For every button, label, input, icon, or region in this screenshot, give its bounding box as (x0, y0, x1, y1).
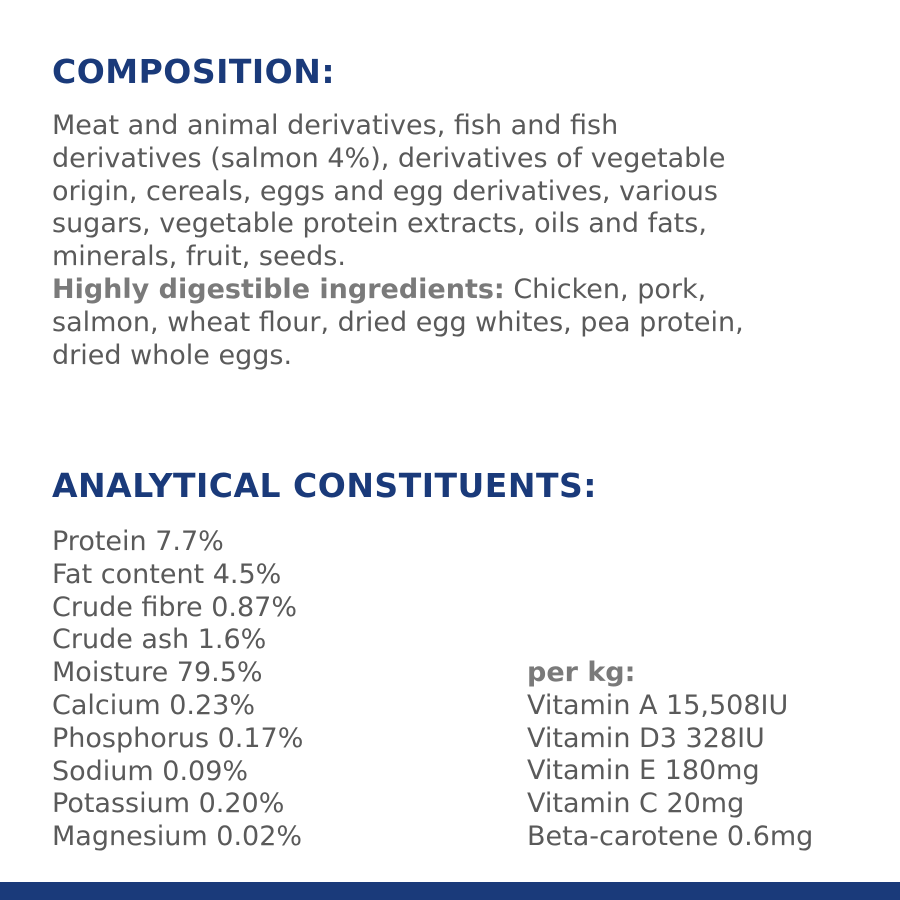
vitamin-item: Beta-carotene 0.6mg (527, 820, 814, 852)
highly-digestible-label: Highly digestible ingredients: (52, 273, 505, 305)
constituent-item: Potassium 0.20% (52, 788, 285, 820)
constituent-item: Phosphorus 0.17% (52, 722, 304, 754)
vitamins-block (527, 657, 813, 854)
highlight-line (52, 274, 852, 307)
per-kg-label: per kg: (527, 657, 636, 688)
vitamin-item: Vitamin E 180mg (527, 755, 760, 787)
constituent-item: Sodium 0.09% (52, 755, 249, 787)
composition-line: sugars, vegetable protein extracts, oils and fats, (52, 208, 707, 240)
constituent-item: Moisture 79.5% (52, 657, 263, 689)
highlight-first-line: Chicken, pork, (504, 273, 707, 305)
composition-heading: COMPOSITION: (52, 52, 336, 91)
constituent-item: Crude fibre 0.87% (52, 591, 298, 623)
highlight-line: dried whole eggs. (52, 339, 293, 371)
composition-line: Meat and animal derivatives, fish and fish (52, 110, 619, 141)
vitamins-list (527, 690, 813, 854)
constituent-item: Magnesium 0.02% (52, 821, 303, 853)
composition-text (52, 110, 852, 372)
composition-line: origin, cereals, eggs and egg derivatives, various (52, 175, 718, 207)
highlight-line: salmon, wheat flour, dried egg whites, pea protein, (52, 306, 744, 338)
constituents-list (52, 526, 303, 854)
vitamin-item: Vitamin A 15,508IU (527, 689, 789, 721)
constituent-item: Calcium 0.23% (52, 689, 256, 721)
constituent-item: Protein 7.7% (52, 526, 224, 557)
vitamin-item: Vitamin C 20mg (527, 788, 745, 820)
constituent-item: Fat content 4.5% (52, 558, 282, 590)
composition-line: minerals, fruit, seeds. (52, 241, 346, 273)
vitamin-item: Vitamin D3 328IU (527, 722, 765, 754)
composition-line: derivatives (salmon 4%), derivatives of vegetable (52, 142, 726, 174)
constituent-item: Crude ash 1.6% (52, 624, 267, 656)
analytical-constituents-heading: ANALYTICAL CONSTITUENTS: (52, 466, 597, 505)
bottom-bar (0, 882, 900, 900)
